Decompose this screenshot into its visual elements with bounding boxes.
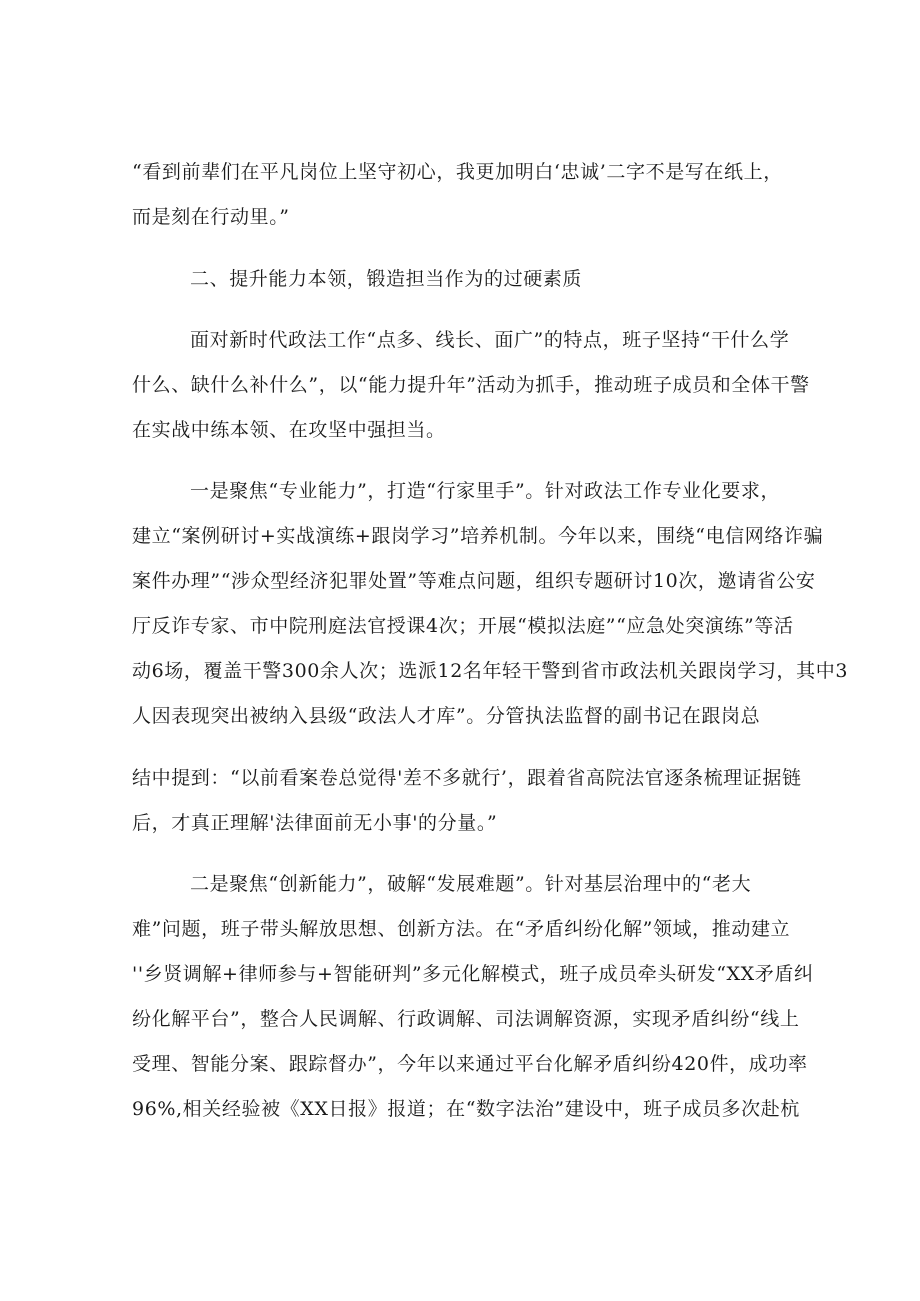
body-text-line: 人因表现突出被纳入县级“政法人才库”。分管执法监督的副书记在跟岗总 (132, 705, 761, 727)
body-text-line: 而是刻在行动里。” (132, 206, 290, 228)
body-text-line: 结中提到：“以前看案卷总觉得'差不多就行’，跟着省高院法官逐条梳理证据链 (132, 767, 802, 789)
section-heading: 二、提升能力本领，锻造担当作为的过硬素质 (190, 268, 583, 290)
body-text-line: “看到前辈们在平凡岗位上坚守初心，我更加明白‘忠诚’二字不是写在纸上， (132, 161, 783, 183)
body-text-line: 难”问题，班子带头解放思想、创新方法。在“矛盾纠纷化解”领域，推动建立 (132, 918, 791, 940)
body-text-line: 96%,相关经验被《XX日报》报道；在“数字法治”建设中，班子成员多次赴杭 (132, 1098, 800, 1120)
body-text-line: 厅反诈专家、市中院刑庭法官授课4次；开展“模拟法庭”“应急处突演练”等活 (132, 615, 794, 637)
body-text-line: 在实战中练本领、在攻坚中强担当。 (132, 419, 446, 441)
body-text-line: 后，才真正理解'法律面前无小事'的分量。” (132, 812, 498, 834)
body-text-line: 案件办理”“涉众型经济犯罪处置”等难点问题，组织专题研讨10次，邀请省公安 (132, 570, 816, 592)
body-text-line: 动6场，覆盖干警300余人次；选派12名年轻干警到省市政法机关跟岗学习，其中3 (132, 660, 849, 682)
body-text-line: 建立“案例研讨+实战演练+跟岗学习”培养机制。今年以来，围绕“电信网络诈骗 (132, 525, 824, 547)
body-text-line: 纷化解平台”，整合人民调解、行政调解、司法调解资源，实现矛盾纠纷“线上 (132, 1008, 800, 1030)
body-text-line: 面对新时代政法工作“点多、线长、面广”的特点，班子坚持“干什么学 (190, 329, 790, 351)
body-text-line: ''乡贤调解+律师参与+智能研判”多元化解模式，班子成员牵头研发“XX矛盾纠 (132, 963, 814, 985)
body-text-line: 二是聚焦“创新能力”，破解“发展难题”。针对基层治理中的“老大 (190, 873, 752, 895)
body-text-line: 受理、智能分案、跟踪督办”，今年以来通过平台化解矛盾纠纷420件，成功率 (132, 1053, 808, 1075)
body-text-line: 什么、缺什么补什么”，以“能力提升年”活动为抓手，推动班子成员和全体干警 (132, 374, 810, 396)
body-text-line: 一是聚焦“专业能力”，打造“行家里手”。针对政法工作专业化要求， (190, 480, 781, 502)
